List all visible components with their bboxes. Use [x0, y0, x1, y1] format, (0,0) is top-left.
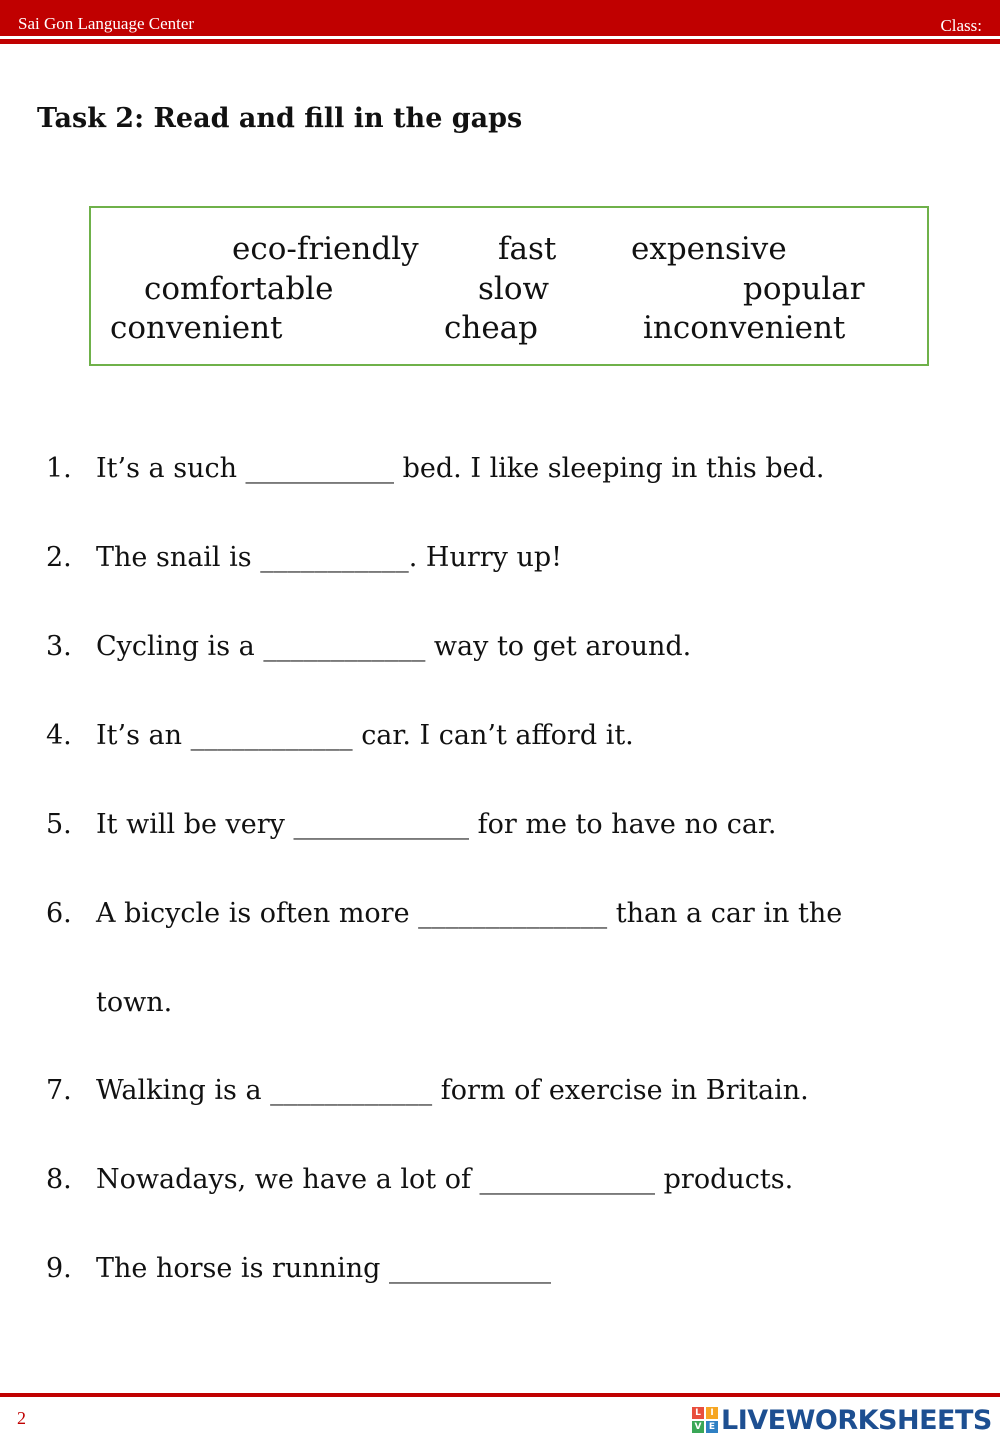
word-bank-item: comfortable — [144, 271, 334, 307]
logo-tile: I — [706, 1407, 718, 1419]
question-number: 6. — [46, 898, 72, 929]
page-header — [0, 0, 1000, 36]
logo-tile: L — [692, 1407, 704, 1419]
logo-tile: E — [706, 1421, 718, 1433]
question-text: The snail is ___________. Hurry up! — [96, 542, 563, 573]
question-text: It’s a such ___________ bed. I like sleeping in this bed. — [96, 453, 825, 484]
word-bank — [89, 206, 929, 366]
class-label: Class: — [940, 16, 982, 35]
footer-divider — [0, 1393, 1000, 1397]
question-number: 3. — [46, 631, 72, 662]
task-title: Task 2: Read and fill in the gaps — [37, 103, 523, 134]
question-text: It’s an ____________ car. I can’t afford it. — [96, 720, 634, 751]
liveworksheets-logo — [692, 1402, 992, 1438]
word-bank-item: slow — [478, 271, 550, 307]
question-text: Walking is a ____________ form of exercise in Britain. — [96, 1075, 809, 1106]
word-bank-item: inconvenient — [643, 310, 846, 346]
header-divider — [0, 39, 1000, 44]
question-text: Nowadays, we have a lot of _____________ products. — [96, 1164, 794, 1195]
word-bank-item: fast — [498, 231, 557, 267]
logo-text: LIVEWORKSHEETS — [721, 1404, 992, 1436]
word-bank-item: convenient — [110, 310, 283, 346]
question-text: It will be very _____________ for me to have no car. — [96, 809, 777, 840]
question-number: 7. — [46, 1075, 72, 1106]
question-number: 2. — [46, 542, 72, 573]
question-number: 4. — [46, 720, 72, 751]
question-text: A bicycle is often more ______________ than a car in the — [96, 898, 843, 929]
school-name: Sai Gon Language Center — [18, 14, 195, 33]
word-bank-item: popular — [743, 271, 865, 307]
question-text: Cycling is a ____________ way to get around. — [96, 631, 692, 662]
question-text: The horse is running ____________ — [96, 1253, 551, 1284]
question-number: 5. — [46, 809, 72, 840]
question-continuation: town. — [96, 987, 173, 1018]
word-bank-item: expensive — [631, 231, 787, 267]
word-bank-item: cheap — [444, 310, 538, 346]
question-number: 9. — [46, 1253, 72, 1284]
word-bank-item: eco-friendly — [232, 231, 419, 267]
question-number: 1. — [46, 453, 72, 484]
question-number: 8. — [46, 1164, 72, 1195]
liveworksheets-logo-icon — [692, 1407, 718, 1433]
logo-tile: V — [692, 1421, 704, 1433]
page-number: 2 — [17, 1408, 26, 1428]
